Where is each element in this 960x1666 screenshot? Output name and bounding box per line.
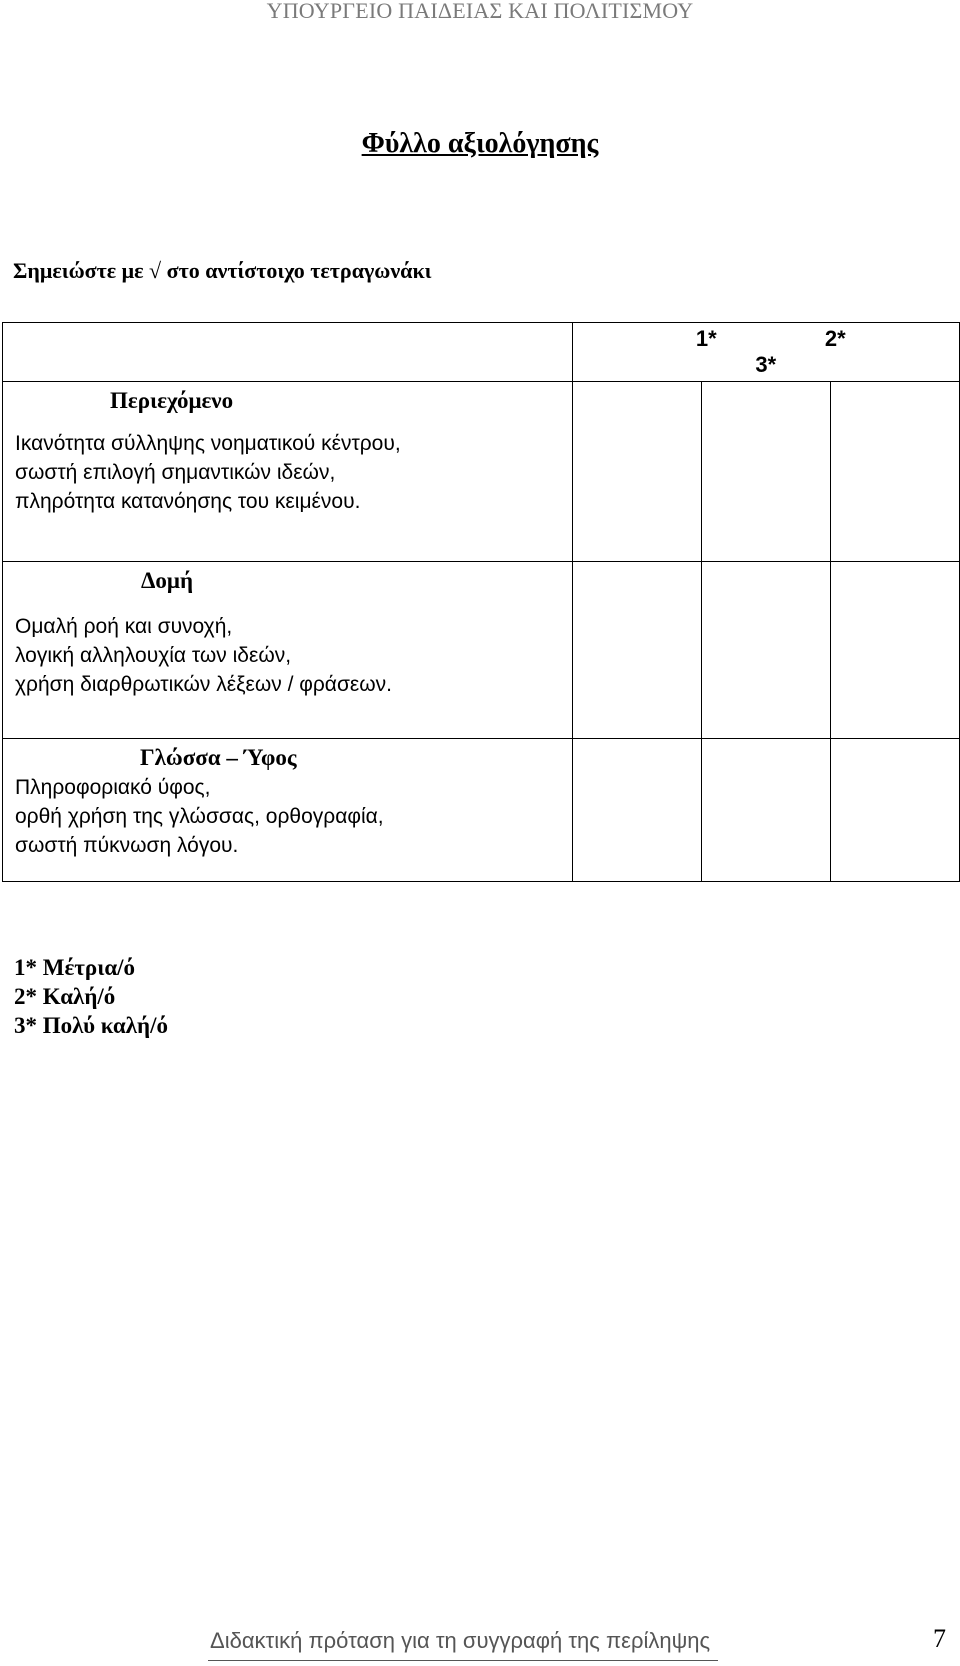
legend-item: 1* Μέτρια/ό xyxy=(14,955,136,980)
header-empty-cell xyxy=(3,323,573,382)
criterion-title: Γλώσσα – Ύφος xyxy=(140,745,297,770)
criterion-line: Ομαλή ροή και συνοχή, xyxy=(15,615,233,638)
criterion-line: Ικανότητα σύλληψης νοηματικού κέντρου, xyxy=(15,432,401,455)
checkbox-cell-2[interactable] xyxy=(701,562,830,739)
criterion-cell xyxy=(3,562,573,739)
criterion-title: Δομή xyxy=(141,568,194,593)
page-number: 7 xyxy=(933,1624,946,1653)
evaluation-table xyxy=(2,322,960,882)
checkbox-cell-2[interactable] xyxy=(701,739,830,882)
footer-underline xyxy=(208,1660,718,1661)
checkbox-cell-2[interactable] xyxy=(701,382,830,562)
checkbox-cell-1[interactable] xyxy=(572,382,701,562)
score-legend xyxy=(14,953,168,1040)
criterion-line: πληρότητα κατανόησης του κειμένου. xyxy=(15,490,361,513)
criterion-line: σωστή επιλογή σημαντικών ιδεών, xyxy=(15,461,336,484)
score-header-3: 3* xyxy=(755,352,777,377)
document-header: ΥΠΟΥΡΓΕΙΟ ΠΑΙΔΕΙΑΣ ΚΑΙ ΠΟΛΙΤΙΣΜΟΥ xyxy=(266,0,694,23)
criterion-cell xyxy=(3,382,573,562)
criterion-line: ορθή χρήση της γλώσσας, ορθογραφία, xyxy=(15,805,384,828)
criterion-cell xyxy=(3,739,573,882)
criterion-row-structure xyxy=(3,562,960,739)
criterion-row-language xyxy=(3,739,960,882)
score-header-2: 2* xyxy=(824,326,846,351)
checkbox-cell-3[interactable] xyxy=(830,382,959,562)
instruction-text: Σημειώστε με √ στο αντίστοιχο τετραγωνάκι xyxy=(13,258,432,283)
criterion-line: λογική αλληλουχία των ιδεών, xyxy=(15,644,292,667)
score-header-row xyxy=(3,323,960,382)
checkbox-cell-1[interactable] xyxy=(572,739,701,882)
footer-text: Διδακτική πρόταση για τη συγγραφή της περίληψης xyxy=(210,1628,711,1653)
criterion-line: σωστή πύκνωση λόγου. xyxy=(15,834,239,857)
checkbox-cell-1[interactable] xyxy=(572,562,701,739)
score-header-cell xyxy=(572,323,959,382)
criterion-row-content xyxy=(3,382,960,562)
checkbox-cell-3[interactable] xyxy=(830,562,959,739)
criterion-title: Περιεχόμενο xyxy=(110,388,234,413)
checkbox-cell-3[interactable] xyxy=(830,739,959,882)
legend-item: 3* Πολύ καλή/ό xyxy=(14,1013,168,1038)
legend-item: 2* Καλή/ό xyxy=(14,984,116,1009)
score-header-1: 1* xyxy=(695,326,717,351)
page-title: Φύλλο αξιολόγησης xyxy=(361,128,599,159)
criterion-line: χρήση διαρθρωτικών λέξεων / φράσεων. xyxy=(15,673,393,696)
criterion-line: Πληροφοριακό ύφος, xyxy=(15,776,211,799)
